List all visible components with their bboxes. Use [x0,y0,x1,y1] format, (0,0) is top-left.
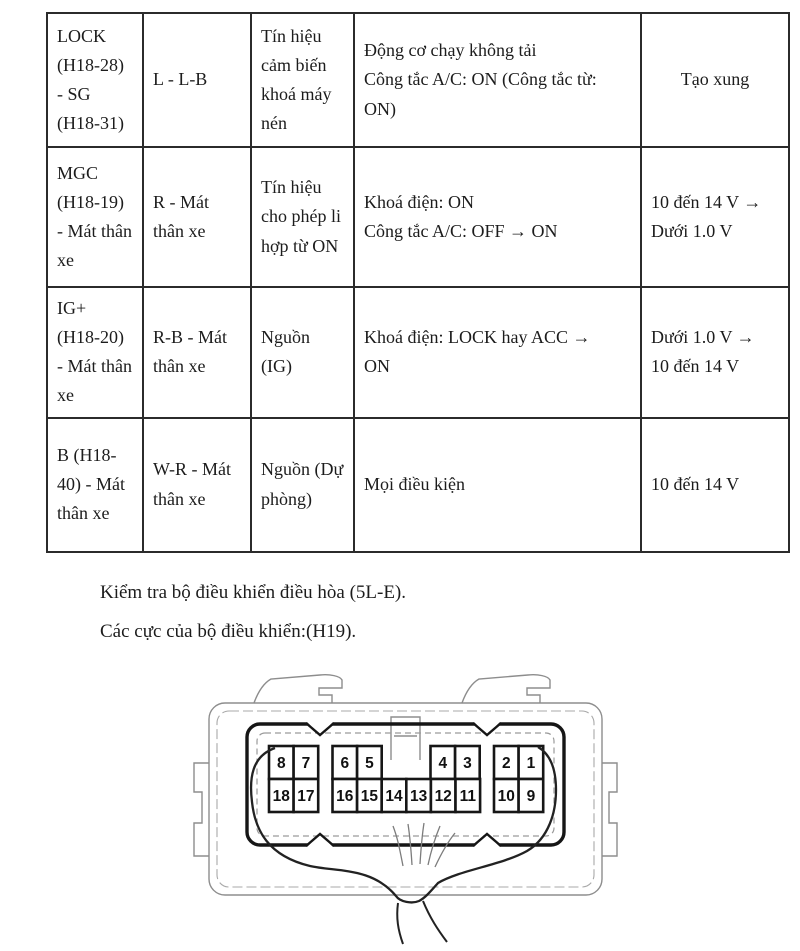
cell-value [641,147,789,287]
cell-condition [354,418,641,552]
pin-number: 8 [276,755,286,772]
connector-pin [455,746,480,779]
cell-value [641,418,789,552]
cell-line: MGC (H18-19) - Mát thân xe [57,162,132,271]
table-row [47,418,789,552]
instruction-line-1: Kiểm tra bộ điều khiển điều hòa (5L-E). [100,582,407,603]
cell-line: R-B - Mát thân xe [153,327,227,377]
connector-pin [357,746,382,779]
cell-line: 10 đến 14 V [651,356,740,377]
pin-grid [269,746,543,812]
connector-pin [294,746,319,779]
pin-number: 15 [360,788,379,805]
pin-number: 3 [463,755,472,772]
pin-number: 14 [385,788,403,805]
connector-diagram-svg [172,660,634,951]
cell-terminal [47,13,143,147]
connector-pin [357,779,382,812]
cell-condition [354,147,641,287]
connector-pin [333,779,358,812]
connector-pin [494,746,519,779]
connector-pin [494,779,519,812]
cell-line: 10 đến 14 V [651,474,740,495]
connector-pin [382,779,407,812]
cell-line: Công tắc A/C: ON (Công tắc từ: ON) [364,69,597,119]
pin-number: 6 [340,755,350,772]
cell-line: Khoá điện: ON [364,191,474,212]
cell-terminal [47,147,143,287]
cell-wire-color [143,418,251,552]
cell-terminal [47,418,143,552]
cell-terminal [47,287,143,418]
cell-line: IG+ (H18-20) - Mát thân xe [57,298,132,406]
pin-number: 5 [365,755,374,772]
pin-number: 18 [272,788,290,805]
cell-wire-color [143,287,251,418]
table-row [47,287,789,418]
cell-signal [251,418,354,552]
cell-condition [354,13,641,147]
connector-pin [431,779,456,812]
cell-line: Tạo xung [680,69,750,90]
pin-number: 2 [501,755,511,772]
instruction-line-2: Các cực của bộ điều khiển:(H19). [100,621,357,642]
table-row [47,147,789,287]
cell-line: Nguồn (IG) [261,327,310,377]
cell-line: LOCK (H18-28) - SG (H18-31) [57,25,124,134]
pin-number: 9 [526,788,536,805]
connector-pin [431,746,456,779]
cell-line: Công tắc A/C: OFF → ON [364,221,558,241]
cell-wire-color [143,13,251,147]
cell-line: L - L-B [153,69,208,90]
cell-line: R - Mát thân xe [153,191,209,241]
cell-line: Khoá điện: LOCK hay ACC → [364,327,591,348]
pin-number: 12 [434,788,452,805]
pin-number: 17 [297,788,315,805]
connector-pin [294,779,319,812]
cell-line: W-R - Mát thân xe [153,459,231,509]
pin-number: 16 [336,788,354,805]
cell-value [641,287,789,418]
cell-condition [354,287,641,418]
cell-line: ON [364,356,390,377]
table-row [47,13,789,147]
pin-number: 11 [459,788,476,805]
connector-pin [519,779,544,812]
pin-number: 7 [301,755,311,772]
cell-line: Tín hiệu cảm biến khoá máy nén [261,25,332,134]
cell-line: Động cơ chạy không tải [364,40,537,61]
cell-line: Dưới 1.0 V → [651,327,755,348]
cell-line: Dưới 1.0 V [651,221,733,241]
pin-number: 4 [438,755,448,772]
cell-line: B (H18-40) - Mát thân xe [57,444,125,524]
cell-line: Mọi điều kiện [364,474,465,495]
connector-pin [519,746,544,779]
connector-pin [269,779,294,812]
connector-diagram [172,660,634,951]
cell-signal [251,147,354,287]
connector-pin [269,746,294,779]
cell-wire-color [143,147,251,287]
pin-number: 13 [409,788,428,805]
connector-pin [456,779,481,812]
cell-signal [251,13,354,147]
cell-line: Nguồn (Dự phòng) [261,459,344,509]
cell-line: 10 đến 14 V → [651,191,762,212]
connector-pin [333,746,358,779]
terminal-spec-table [46,12,790,553]
connector-pin [406,779,431,812]
pin-number: 1 [526,755,536,772]
cell-signal [251,287,354,418]
cell-value [641,13,789,147]
pin-number: 10 [497,788,515,805]
cell-line: Tín hiệu cho phép li hợp từ ON [261,177,341,256]
